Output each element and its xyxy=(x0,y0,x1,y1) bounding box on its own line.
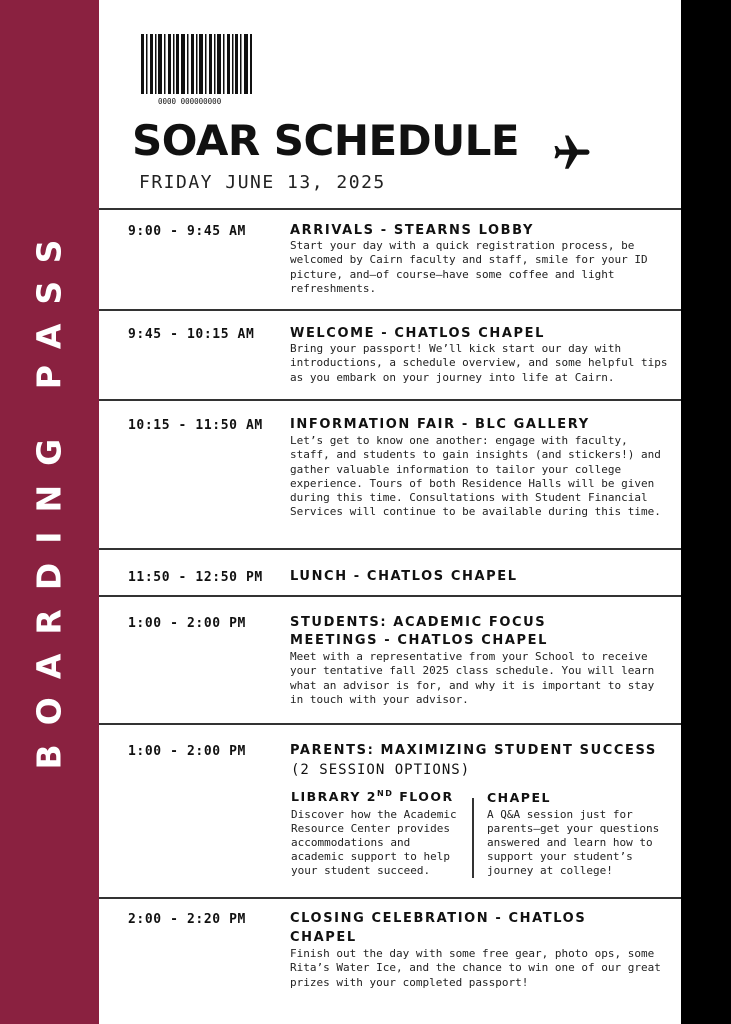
divider xyxy=(99,309,681,311)
item-time: 11:50 - 12:50 PM xyxy=(128,570,263,585)
item-title: ARRIVALS - STEARNS LOBBY xyxy=(290,223,534,238)
item-title-line2: MEETINGS - CHATLOS CHAPEL xyxy=(290,633,549,648)
item-title: INFORMATION FAIR - BLC GALLERY xyxy=(290,417,590,432)
page-title: SOAR SCHEDULE xyxy=(132,116,520,165)
item-description: Bring your passport! We’ll kick start our day with introductions, a schedule overview, and some helpful tips as you embark on your journey into life at Cairn. xyxy=(290,342,668,384)
item-subtitle: (2 SESSION OPTIONS) xyxy=(291,762,471,778)
item-time: 10:15 - 11:50 AM xyxy=(128,418,263,433)
item-description: Let’s get to know one another: engage with faculty, staff, and students to gain insights (and stickers!) and gather valuable information to tailor your college experience. Tours of both Residence Halls will be given during this time. Consultations with Student Financial Services will continue to be available during this time. xyxy=(290,434,661,519)
item-time: 1:00 - 2:00 PM xyxy=(128,744,246,759)
event-date: FRIDAY JUNE 13, 2025 xyxy=(139,172,386,193)
item-time: 9:00 - 9:45 AM xyxy=(128,224,246,239)
option-library-description: Discover how the Academic Resource Center provides accommodations and academic support to help your student succeed. xyxy=(291,808,457,877)
divider xyxy=(99,548,681,550)
barcode-number: 0000 000000000 xyxy=(158,97,222,106)
item-title: LUNCH - CHATLOS CHAPEL xyxy=(290,569,518,584)
sidebar-band xyxy=(0,0,99,1024)
item-title: PARENTS: MAXIMIZING STUDENT SUCCESS xyxy=(290,743,657,758)
item-description: Finish out the day with some free gear, photo ops, some Rita’s Water Ice, and the chance to win one of our great prizes with your completed passport! xyxy=(290,947,661,989)
item-description: Meet with a representative from your School to receive your tentative fall 2025 class schedule. You will learn what an advisor is for, and why it is important to stay in touch with your advisor. xyxy=(290,650,655,706)
divider xyxy=(99,208,681,210)
airplane-icon xyxy=(551,132,593,174)
item-title-line1: CLOSING CELEBRATION - CHATLOS xyxy=(290,911,587,926)
item-title: WELCOME - CHATLOS CHAPEL xyxy=(290,326,546,341)
option-divider xyxy=(472,798,474,878)
boarding-pass-label: BOARDING PASS xyxy=(29,220,69,770)
item-title-line1: STUDENTS: ACADEMIC FOCUS xyxy=(290,615,547,630)
option-library-title: LIBRARY 2ND FLOOR xyxy=(291,789,454,805)
item-time: 2:00 - 2:20 PM xyxy=(128,912,246,927)
item-time: 9:45 - 10:15 AM xyxy=(128,327,255,342)
item-description: Start your day with a quick registration process, be welcomed by Cairn faculty and staff, smile for your ID picture, and—of course—have some coffee and light refreshments. xyxy=(290,239,648,295)
option-chapel-description: A Q&A session just for parents—get your questions answered and learn how to support your student’s journey at college! xyxy=(487,808,660,877)
divider xyxy=(99,399,681,401)
item-title-line2: CHAPEL xyxy=(290,930,357,945)
item-time: 1:00 - 2:00 PM xyxy=(128,616,246,631)
right-edge-band xyxy=(681,0,731,1024)
divider xyxy=(99,595,681,597)
barcode-icon xyxy=(141,34,252,106)
divider xyxy=(99,897,681,899)
option-chapel-title: CHAPEL xyxy=(487,790,551,805)
divider xyxy=(99,723,681,725)
